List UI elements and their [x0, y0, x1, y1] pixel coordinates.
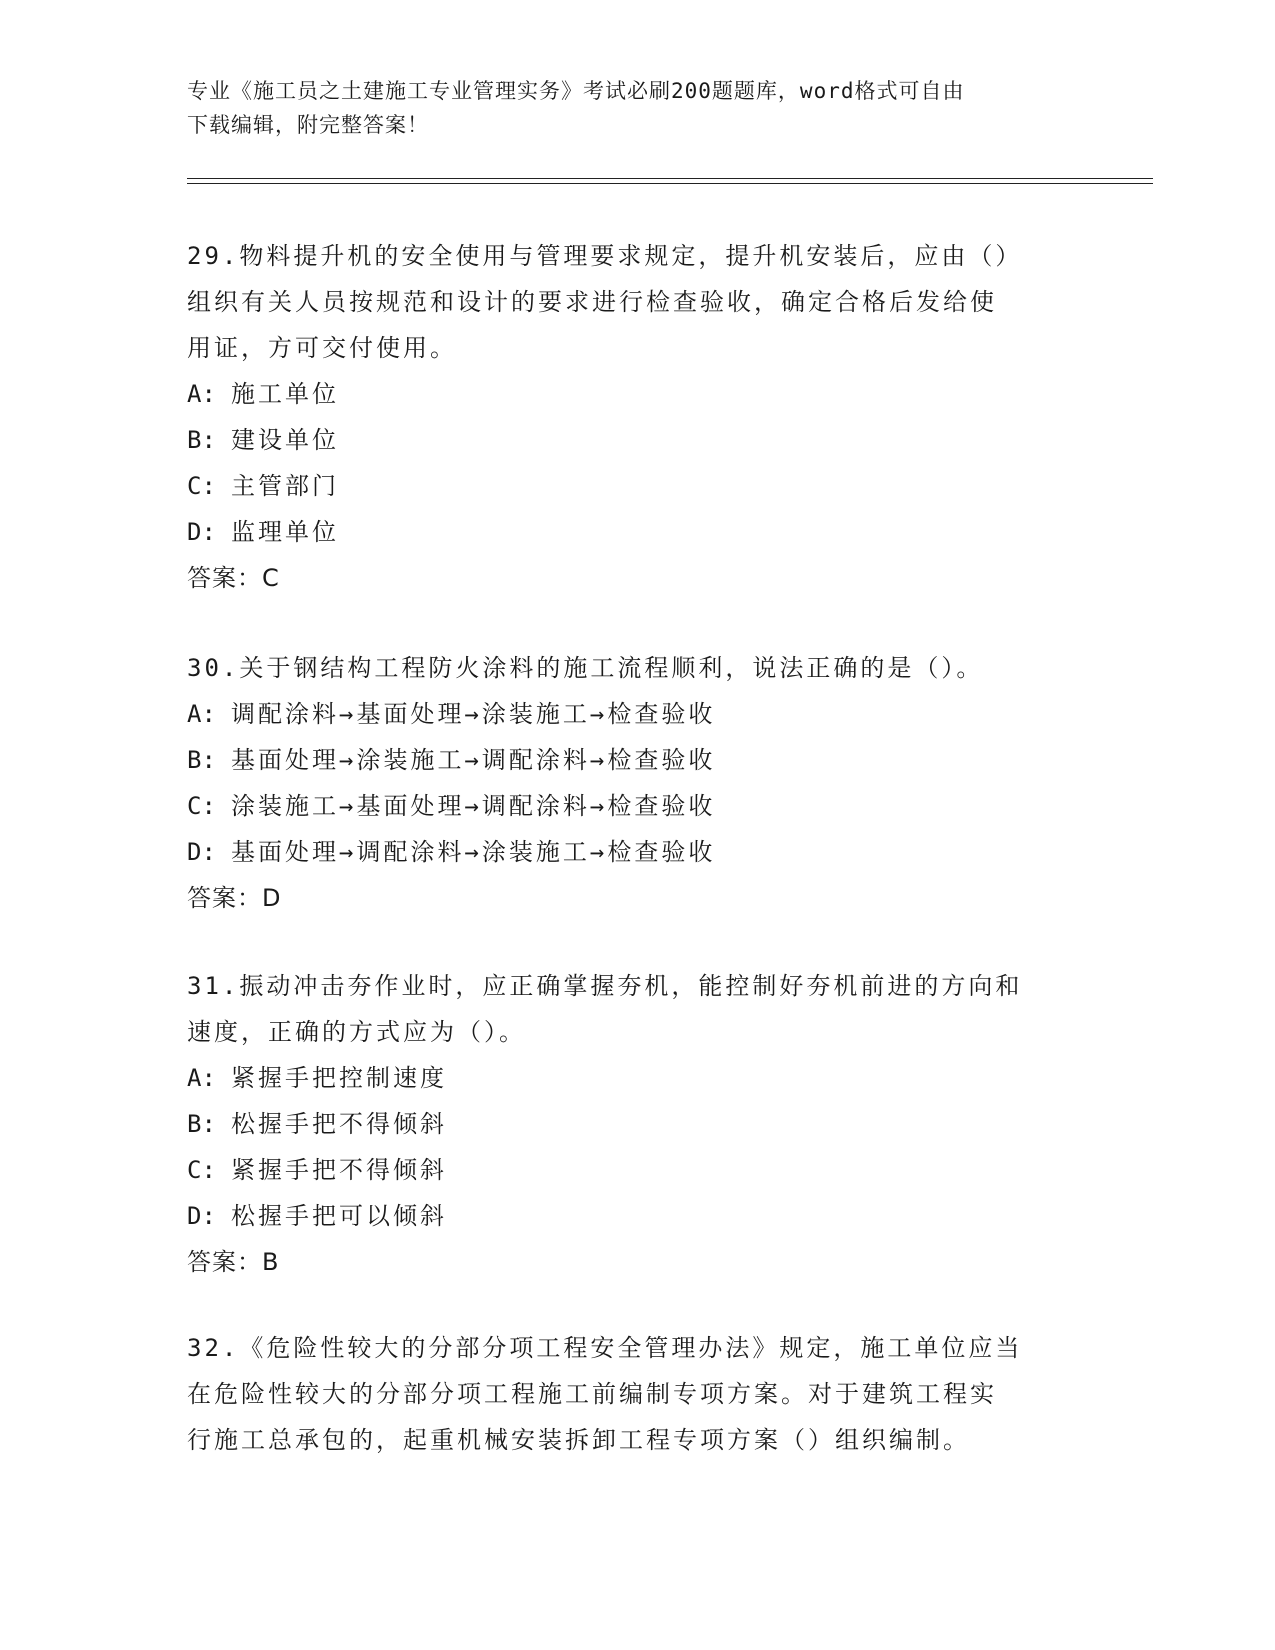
option-text: 主管部门 [231, 472, 339, 500]
option-a [187, 1055, 1067, 1101]
question-stem-line: 31.振动冲击夯作业时，应正确掌握夯机，能控制好夯机前进的方向和 [187, 972, 1023, 1000]
header-divider-top [187, 178, 1153, 179]
question-32 [187, 1325, 1067, 1463]
option-text: 监理单位 [231, 518, 339, 546]
option-text: 施工单位 [231, 380, 339, 408]
option-text: 紧握手把不得倾斜 [231, 1156, 447, 1184]
question-stem-line: 30.关于钢结构工程防火涂料的施工流程顺利，说法正确的是（）。 [187, 654, 984, 682]
option-c [187, 1147, 1067, 1193]
answer-line: 答案：C [187, 564, 280, 592]
option-c [187, 463, 1067, 509]
option-d [187, 829, 1067, 875]
option-a [187, 691, 1067, 737]
question-stem-line: 在危险性较大的分部分项工程施工前编制专项方案。对于建筑工程实 [187, 1380, 997, 1408]
question-stem-line: 行施工总承包的，起重机械安装拆卸工程专项方案（）组织编制。 [187, 1426, 970, 1454]
option-letter: A: [187, 700, 216, 728]
option-text: 建设单位 [231, 426, 339, 454]
option-text: 松握手把可以倾斜 [231, 1202, 447, 1230]
option-d [187, 509, 1067, 555]
option-text: 紧握手把控制速度 [231, 1064, 447, 1092]
option-letter: A: [187, 380, 216, 408]
option-letter: B: [187, 746, 216, 774]
answer-line: 答案：D [187, 884, 282, 912]
option-text: 基面处理→调配涂料→涂装施工→检查验收 [231, 838, 716, 866]
question-31 [187, 963, 1067, 1285]
question-29 [187, 233, 1067, 601]
question-stem-line: 用证，方可交付使用。 [187, 334, 457, 362]
option-text: 调配涂料→基面处理→涂装施工→检查验收 [231, 700, 716, 728]
question-stem-line: 32.《危险性较大的分部分项工程安全管理办法》规定，施工单位应当 [187, 1334, 1023, 1362]
question-stem-line: 组织有关人员按规范和设计的要求进行检查验收，确定合格后发给使 [187, 288, 997, 316]
header-divider-bottom [187, 183, 1153, 184]
option-d [187, 1193, 1067, 1239]
question-30 [187, 645, 1067, 921]
header-line-2: 下载编辑，附完整答案！ [187, 113, 429, 137]
question-stem-line: 29.物料提升机的安全使用与管理要求规定，提升机安装后，应由（） [187, 242, 1023, 270]
option-letter: B: [187, 426, 216, 454]
option-c [187, 783, 1067, 829]
document-header [187, 74, 1087, 142]
option-letter: B: [187, 1110, 216, 1138]
answer-line: 答案：B [187, 1248, 280, 1276]
option-letter: C: [187, 1156, 216, 1184]
option-letter: C: [187, 472, 216, 500]
question-stem-line: 速度，正确的方式应为（）。 [187, 1018, 526, 1046]
option-b [187, 737, 1067, 783]
header-line-1: 专业《施工员之土建施工专业管理实务》考试必刷200题题库，word格式可自由 [187, 79, 965, 103]
option-text: 松握手把不得倾斜 [231, 1110, 447, 1138]
option-text: 基面处理→涂装施工→调配涂料→检查验收 [231, 746, 716, 774]
option-letter: C: [187, 792, 216, 820]
option-letter: D: [187, 838, 216, 866]
option-text: 涂装施工→基面处理→调配涂料→检查验收 [231, 792, 716, 820]
option-a [187, 371, 1067, 417]
option-letter: D: [187, 1202, 216, 1230]
option-letter: A: [187, 1064, 216, 1092]
option-letter: D: [187, 518, 216, 546]
option-b [187, 1101, 1067, 1147]
option-b [187, 417, 1067, 463]
